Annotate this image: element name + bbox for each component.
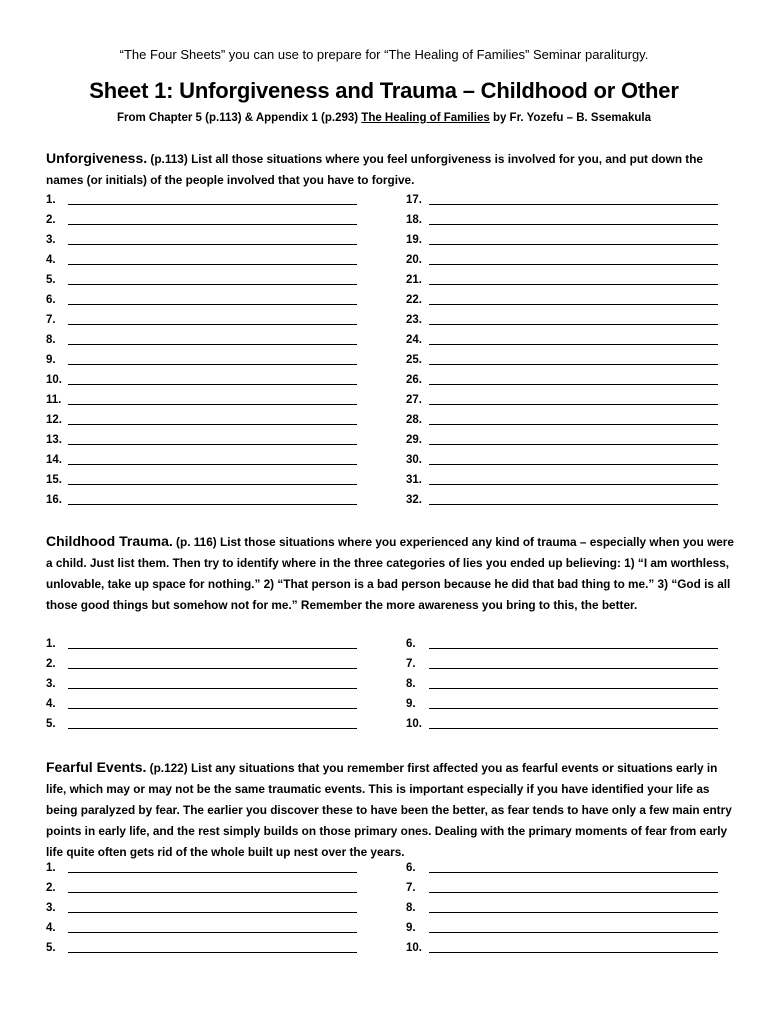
answer-line[interactable] [68,464,357,465]
unforgiveness-item [46,450,357,470]
childhood-trauma-heading: Childhood Trauma. [46,533,173,549]
item-number: 9. [406,698,416,710]
childhood-trauma-item [46,694,357,714]
answer-line[interactable] [429,728,718,729]
item-number: 12. [46,414,62,426]
answer-line[interactable] [68,364,357,365]
answer-line[interactable] [68,204,357,205]
unforgiveness-item [406,490,718,510]
item-number: 9. [46,354,56,366]
answer-line[interactable] [429,204,718,205]
item-number: 13. [46,434,62,446]
answer-line[interactable] [68,912,357,913]
answer-line[interactable] [429,912,718,913]
item-number: 7. [46,314,56,326]
fearful-events-item [406,918,718,938]
item-number: 10. [46,374,62,386]
item-number: 10. [406,942,422,954]
answer-line[interactable] [68,952,357,953]
answer-line[interactable] [68,444,357,445]
top-note: “The Four Sheets” you can use to prepare for “The Healing of Families” Seminar paraliturgy. [119,47,649,62]
answer-line[interactable] [429,484,718,485]
childhood-trauma-item [46,674,357,694]
item-number: 9. [406,922,416,934]
item-number: 7. [406,882,416,894]
unforgiveness-item [406,350,718,370]
answer-line[interactable] [429,932,718,933]
unforgiveness-item [46,310,357,330]
unforgiveness-item [46,230,357,250]
unforgiveness-item [46,470,357,490]
unforgiveness-item [406,230,718,250]
unforgiveness-item [406,270,718,290]
unforgiveness-item [406,310,718,330]
item-number: 29. [406,434,422,446]
item-number: 7. [406,658,416,670]
fearful-events-item [46,858,357,878]
item-number: 30. [406,454,422,466]
childhood-trauma-item [46,634,357,654]
unforgiveness-item [406,210,718,230]
item-number: 4. [46,698,56,710]
childhood-trauma-item [46,654,357,674]
unforgiveness-item [46,390,357,410]
item-number: 1. [46,638,56,650]
item-number: 28. [406,414,422,426]
item-number: 3. [46,902,56,914]
item-number: 5. [46,718,56,730]
answer-line[interactable] [68,284,357,285]
item-number: 17. [406,194,422,206]
item-number: 11. [46,394,62,406]
unforgiveness-item [406,190,718,210]
unforgiveness-text: (p.113) List all those situations where you feel unforgiveness is involved for you, and put down the names (or initials) of the people involved that you have to forgive. [46,152,703,187]
answer-line[interactable] [429,892,718,893]
answer-line[interactable] [68,648,357,649]
answer-line[interactable] [68,244,357,245]
answer-line[interactable] [429,364,718,365]
item-number: 14. [46,454,62,466]
item-number: 23. [406,314,422,326]
item-number: 19. [406,234,422,246]
unforgiveness-item [406,290,718,310]
answer-line[interactable] [68,932,357,933]
fearful-events-text: (p.122) List any situations that you remember first affected you as fearful events or situations early in life, which may or may not be the same traumatic events. This is important especially if you have identified your life as being paralyzed by fear. The earlier you discover these to have been the better, as fear tends to have only a few main entry points in early life, and the rest simply builds on those primary ones. Dealing with the primary moments of fear from early life quite often gets rid of the whole built up nest over the years. [46,761,732,859]
answer-line[interactable] [68,324,357,325]
page-title: Sheet 1: Unforgiveness and Trauma – Childhood or Other [89,78,679,103]
fearful-events-item [46,878,357,898]
item-number: 10. [406,718,422,730]
unforgiveness-item [46,330,357,350]
item-number: 6. [406,638,416,650]
unforgiveness-item [406,250,718,270]
item-number: 18. [406,214,422,226]
unforgiveness-item [46,250,357,270]
unforgiveness-item [46,370,357,390]
answer-line[interactable] [68,424,357,425]
item-number: 25. [406,354,422,366]
unforgiveness-item [406,390,718,410]
fearful-events-heading: Fearful Events. [46,759,147,775]
answer-line[interactable] [68,504,357,505]
item-number: 1. [46,862,56,874]
childhood-trauma-text: (p. 116) List those situations where you experienced any kind of trauma – especially when you were a child. Just list them. Then try to identify where in the three categories of lies you ended up believing: 1) “I am worthless, unlovable, take up space for nothing.” 2) “That person is a bad person because he did that bad thing to me.” 3) “God is all those good things but somehow not for me.” Remember the more awareness you bring to this, the better. [46,535,734,612]
item-number: 5. [46,274,56,286]
answer-line[interactable] [429,264,718,265]
item-number: 6. [46,294,56,306]
source-citation [0,112,768,124]
answer-line[interactable] [429,668,718,669]
unforgiveness-item [406,430,718,450]
unforgiveness-item [406,410,718,430]
answer-line[interactable] [68,404,357,405]
fearful-events-item [406,878,718,898]
item-number: 24. [406,334,422,346]
answer-line[interactable] [429,224,718,225]
unforgiveness-item [46,290,357,310]
item-number: 15. [46,474,62,486]
source-book-title: The Healing of Families [361,112,490,124]
childhood-trauma-item [406,674,718,694]
answer-line[interactable] [429,952,718,953]
childhood-trauma-item [406,694,718,714]
answer-line[interactable] [68,264,357,265]
fearful-events-item [46,938,357,958]
unforgiveness-item [406,330,718,350]
source-suffix: by Fr. Yozefu – B. Ssemakula [489,112,652,124]
unforgiveness-item [46,190,357,210]
answer-line[interactable] [429,284,718,285]
item-number: 4. [46,254,56,266]
answer-line[interactable] [68,224,357,225]
answer-line[interactable] [429,324,718,325]
answer-line[interactable] [429,384,718,385]
answer-line[interactable] [429,648,718,649]
answer-line[interactable] [68,728,357,729]
item-number: 22. [406,294,422,306]
unforgiveness-item [406,470,718,490]
answer-line[interactable] [429,464,718,465]
answer-line[interactable] [429,344,718,345]
unforgiveness-item [46,410,357,430]
fearful-events-item [46,898,357,918]
unforgiveness-item [46,350,357,370]
unforgiveness-heading: Unforgiveness. [46,150,148,166]
unforgiveness-item [406,370,718,390]
item-number: 27. [406,394,422,406]
answer-line[interactable] [68,484,357,485]
answer-line[interactable] [68,872,357,873]
unforgiveness-item [46,210,357,230]
answer-line[interactable] [429,444,718,445]
answer-line[interactable] [68,668,357,669]
answer-line[interactable] [68,344,357,345]
item-number: 32. [406,494,422,506]
item-number: 6. [406,862,416,874]
fearful-events-item [46,918,357,938]
item-number: 2. [46,658,56,670]
answer-line[interactable] [429,304,718,305]
unforgiveness-item [46,270,357,290]
answer-line[interactable] [429,504,718,505]
item-number: 5. [46,942,56,954]
item-number: 20. [406,254,422,266]
childhood-trauma-item [46,714,357,734]
answer-line[interactable] [68,708,357,709]
item-number: 3. [46,234,56,246]
item-number: 4. [46,922,56,934]
unforgiveness-item [46,430,357,450]
answer-line[interactable] [429,688,718,689]
answer-line[interactable] [68,384,357,385]
item-number: 3. [46,678,56,690]
item-number: 31. [406,474,422,486]
unforgiveness-item [46,490,357,510]
fearful-events-instructions [46,757,736,863]
item-number: 26. [406,374,422,386]
answer-line[interactable] [68,688,357,689]
fearful-events-item [406,938,718,958]
answer-line[interactable] [68,892,357,893]
fearful-events-item [406,858,718,878]
item-number: 2. [46,882,56,894]
childhood-trauma-item [406,634,718,654]
answer-line[interactable] [429,244,718,245]
item-number: 2. [46,214,56,226]
unforgiveness-instructions [46,148,736,191]
item-number: 8. [406,678,416,690]
answer-line[interactable] [429,404,718,405]
unforgiveness-item [406,450,718,470]
item-number: 21. [406,274,422,286]
item-number: 1. [46,194,56,206]
answer-line[interactable] [68,304,357,305]
fearful-events-item [406,898,718,918]
childhood-trauma-instructions [46,531,736,616]
childhood-trauma-item [406,714,718,734]
source-prefix: From Chapter 5 (p.113) & Appendix 1 (p.293) [116,112,362,124]
item-number: 8. [406,902,416,914]
childhood-trauma-item [406,654,718,674]
answer-line[interactable] [429,872,718,873]
answer-line[interactable] [429,708,718,709]
item-number: 8. [46,334,56,346]
item-number: 16. [46,494,62,506]
answer-line[interactable] [429,424,718,425]
